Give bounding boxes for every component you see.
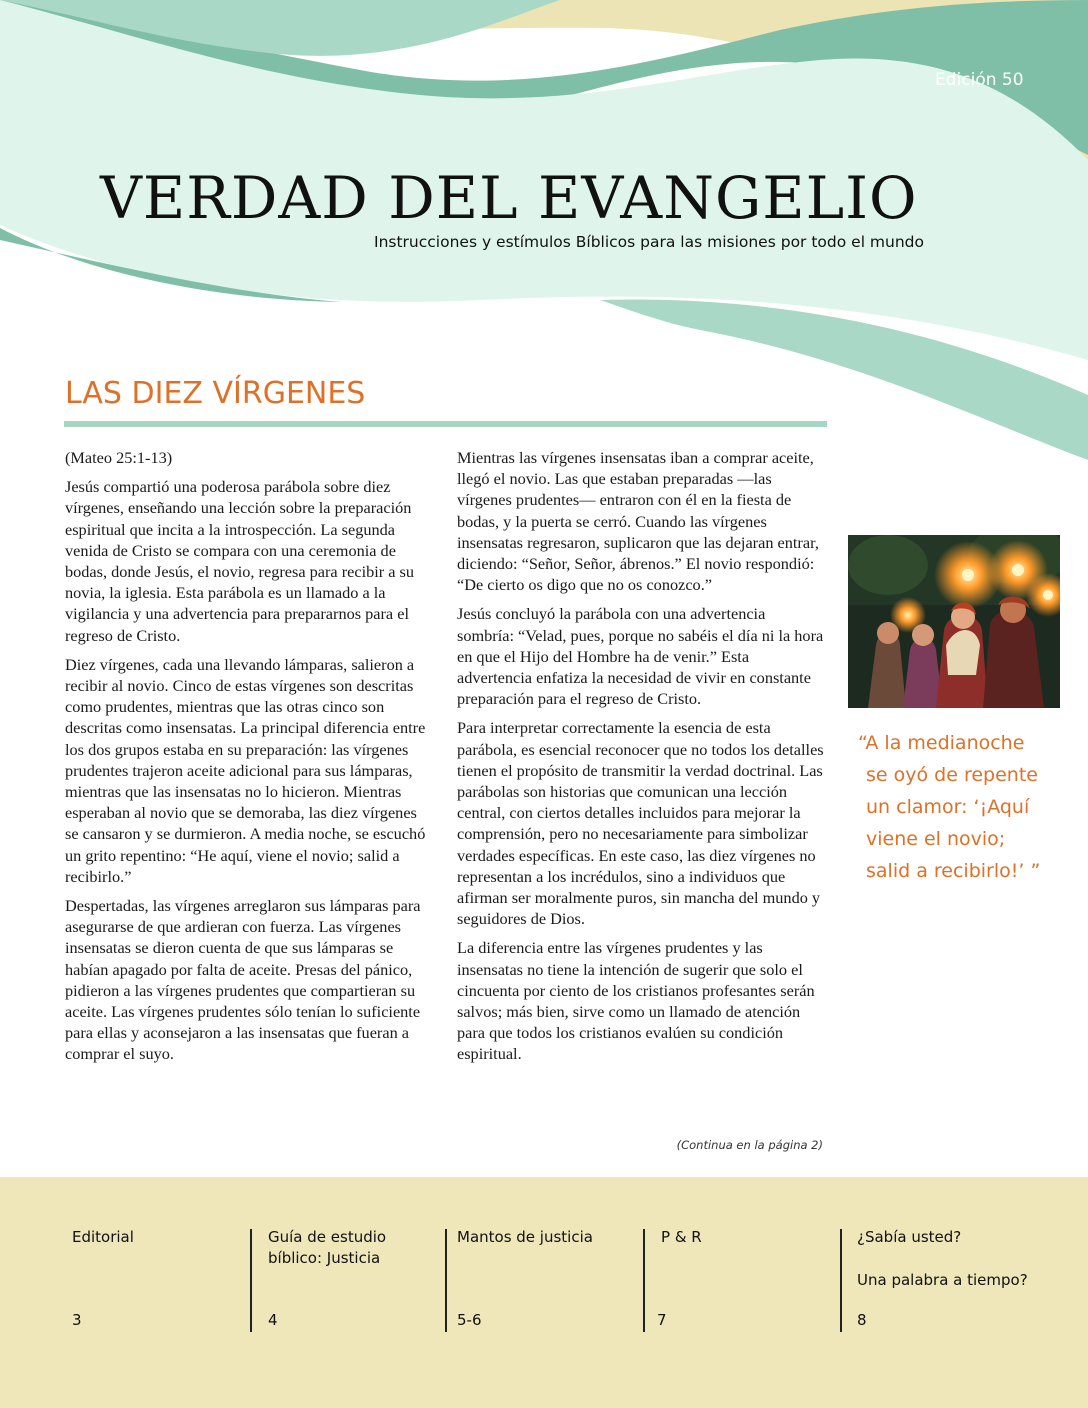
article-title: LAS DIEZ VÍRGENES bbox=[65, 376, 366, 411]
toc-page-number: 7 bbox=[657, 1311, 667, 1329]
article-paragraph: Para interpretar correctamente la esencia de esta parábola, es esencial reconocer que no todos los detalles tienen el propósito de transmitir la verdad doctrinal. Las parábolas son historias que comunican una lección central, con ciertos detalles incluidos para mejorar la comprensión, pero no necesariamente para simbolizar verdades específicas. En este caso, las diez vírgenes no representan a los incrédulos, sino a individuos que afirman ser moralmente puros, sin mancha del mundo y seguidores de Dios. bbox=[457, 718, 824, 929]
pull-quote-line: viene el novio; bbox=[866, 828, 1006, 850]
masthead-tagline: Instrucciones y estímulos Bíblicos para las misiones por todo el mundo bbox=[374, 233, 924, 251]
article-paragraph: Despertadas, las vírgenes arreglaron sus lámparas para asegurarse de que ardieran con fuerza. Las vírgenes insensatas se dieron cuenta de que sus lámparas se habían apagado por falta de aceite. Presas del pánico, pidieron a las vírgenes prudentes que compartieran su aceite. Las vírgenes prudentes sólo tenían lo suficiente para ellas y aconsejaron a las insensatas que fueran a comprar el suyo. bbox=[65, 896, 421, 1064]
pull-quote-line: un clamor: ‘¡Aquí bbox=[866, 796, 1030, 818]
article-column-right bbox=[457, 447, 825, 1073]
virgins-lamps-illustration bbox=[848, 535, 1060, 708]
article-column-left bbox=[65, 447, 433, 1073]
toc-item-label: ¿Sabía usted? bbox=[857, 1228, 962, 1246]
toc-item-mantos[interactable] bbox=[457, 1227, 632, 1248]
toc-divider bbox=[840, 1229, 842, 1332]
scripture-reference: (Mateo 25:1-13) bbox=[65, 448, 173, 467]
toc-page-number: 8 bbox=[857, 1311, 867, 1329]
toc-divider bbox=[250, 1229, 252, 1332]
toc-item-study-guide[interactable] bbox=[268, 1227, 433, 1269]
pull-quote-line: salid a recibirlo!’ ” bbox=[866, 860, 1041, 882]
masthead-title: VERDAD DEL EVANGELIO bbox=[100, 164, 918, 232]
article-paragraph: Jesús concluyó la parábola con una advertencia sombría: “Velad, pues, porque no sabéis el día ni la hora en que el Hijo del Hombre ha de venir.” Esta advertencia enfatiza la necesidad de vivir en constante preparación para el regreso de Cristo. bbox=[457, 604, 824, 709]
toc-item-label: Guía de estudio bíblico: Justicia bbox=[268, 1228, 387, 1267]
toc-item-qa[interactable] bbox=[661, 1227, 826, 1248]
toc-divider bbox=[643, 1229, 645, 1332]
toc-item-label: Mantos de justicia bbox=[457, 1228, 593, 1246]
toc-item-label: Una palabra a tiempo? bbox=[857, 1271, 1028, 1289]
footer-table-of-contents bbox=[0, 1177, 1088, 1408]
article-paragraph: Diez vírgenes, cada una llevando lámparas, salieron a recibir al novio. Cinco de estas vírgenes son descritas como prudentes, mientras que las otras cinco son descritas como insensatas. La principal diferencia entre los dos grupos estaba en su preparación: las vírgenes prudentes trajeron aceite adicional para sus lámparas, mientras que las insensatas no lo hicieron. Mientras esperaban al novio que se demoraba, las diez vírgenes se cansaron y se durmieron. A media noche, se escuchó un grito repentino: “He aquí, viene el novio; salid a recibirlo.” bbox=[65, 654, 426, 886]
toc-item-label: Editorial bbox=[72, 1228, 134, 1246]
pull-quote-line: “A la medianoche bbox=[858, 732, 1025, 754]
toc-divider bbox=[445, 1229, 447, 1332]
title-divider bbox=[64, 421, 827, 427]
edition-number: Edición 50 bbox=[935, 70, 1024, 90]
toc-item-editorial[interactable] bbox=[72, 1227, 242, 1248]
toc-item-label: P & R bbox=[661, 1228, 702, 1246]
pull-quote-line: se oyó de repente bbox=[866, 764, 1038, 786]
article-paragraph: La diferencia entre las vírgenes prudentes y las insensatas no tiene la intención de sugerir que solo el cincuenta por ciento de los cristianos profesantes serán salvos; más bien, sirve como un llamado de atención para que todos los cristianos evalúen su condición espiritual. bbox=[457, 938, 815, 1064]
article-paragraph: Mientras las vírgenes insensatas iban a comprar aceite, llegó el novio. Las que estaban preparadas —las vírgenes prudentes— entraron con él en la fiesta de bodas, y la puerta se cerró. Cuando las vírgenes insensatas regresaron, suplicaron que las dejaran entrar, diciendo: “Señor, Señor, ábrenos.” El novio respondió: “De cierto os digo que no os conozco.” bbox=[457, 448, 819, 595]
pull-quote bbox=[858, 727, 1058, 887]
toc-page-number: 5-6 bbox=[457, 1311, 482, 1329]
continued-note: (Continua en la página 2) bbox=[676, 1138, 823, 1152]
toc-item-sabia-usted[interactable] bbox=[857, 1227, 1072, 1291]
article-paragraph: Jesús compartió una poderosa parábola sobre diez vírgenes, enseñando una lección sobre la preparación espiritual que incita a la introspección. La segunda venida de Cristo se compara con una ceremonia de bodas, donde Jesús, el novio, regresa para recibir a su novia, la iglesia. Esta parábola es un llamado a la vigilancia y una advertencia para prepararnos para el regreso de Cristo. bbox=[65, 477, 415, 645]
toc-page-number: 3 bbox=[72, 1311, 82, 1329]
toc-page-number: 4 bbox=[268, 1311, 278, 1329]
